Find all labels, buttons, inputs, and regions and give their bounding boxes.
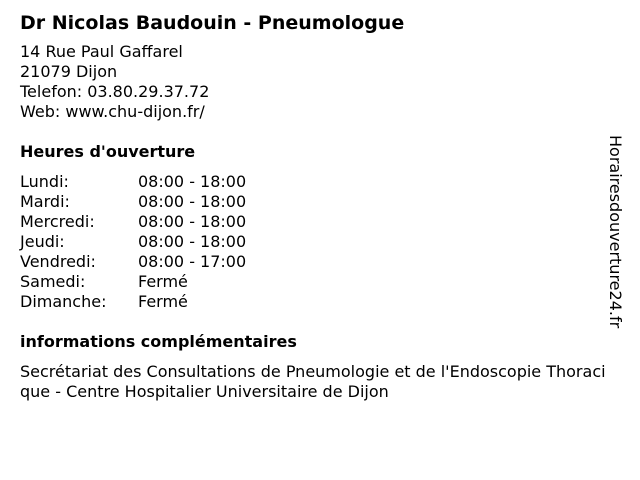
time-value: 08:00 - 18:00 — [138, 192, 247, 211]
info-description: Secrétariat des Consultations de Pneumologie et de l'Endoscopie Thoracique - Centre Hospitalier Universitaire de Dijon — [20, 362, 606, 401]
time-value: 08:00 - 18:00 — [138, 232, 247, 251]
time-value: Fermé — [138, 292, 188, 311]
info-heading: informations complémentaires — [20, 332, 297, 351]
day-label: Mardi: — [20, 192, 70, 211]
day-label: Lundi: — [20, 172, 69, 191]
hours-row-thursday — [20, 232, 610, 252]
day-label: Dimanche: — [20, 292, 107, 311]
time-value: 08:00 - 18:00 — [138, 212, 247, 231]
address-block — [20, 42, 610, 122]
city-address: 21079 Dijon — [20, 62, 118, 81]
hours-row-sunday — [20, 292, 610, 312]
business-card — [20, 10, 610, 402]
day-label: Vendredi: — [20, 252, 96, 271]
day-label: Mercredi: — [20, 212, 95, 231]
page-title: Dr Nicolas Baudouin - Pneumologue — [20, 12, 405, 34]
time-value: 08:00 - 17:00 — [138, 252, 247, 271]
day-label: Jeudi: — [20, 232, 65, 251]
hours-row-friday — [20, 252, 610, 272]
hours-heading: Heures d'ouverture — [20, 142, 196, 161]
street-address: 14 Rue Paul Gaffarel — [20, 42, 183, 61]
phone-number: Telefon: 03.80.29.37.72 — [20, 82, 210, 101]
hours-row-wednesday — [20, 212, 610, 232]
opening-hours-list — [20, 172, 610, 312]
website-link[interactable]: Web: www.chu-dijon.fr/ — [20, 102, 205, 121]
time-value: 08:00 - 18:00 — [138, 172, 247, 191]
site-watermark: Horairesdouverture24.fr — [606, 135, 625, 329]
hours-row-saturday — [20, 272, 610, 292]
time-value: Fermé — [138, 272, 188, 291]
hours-row-tuesday — [20, 192, 610, 212]
day-label: Samedi: — [20, 272, 86, 291]
hours-row-monday — [20, 172, 610, 192]
